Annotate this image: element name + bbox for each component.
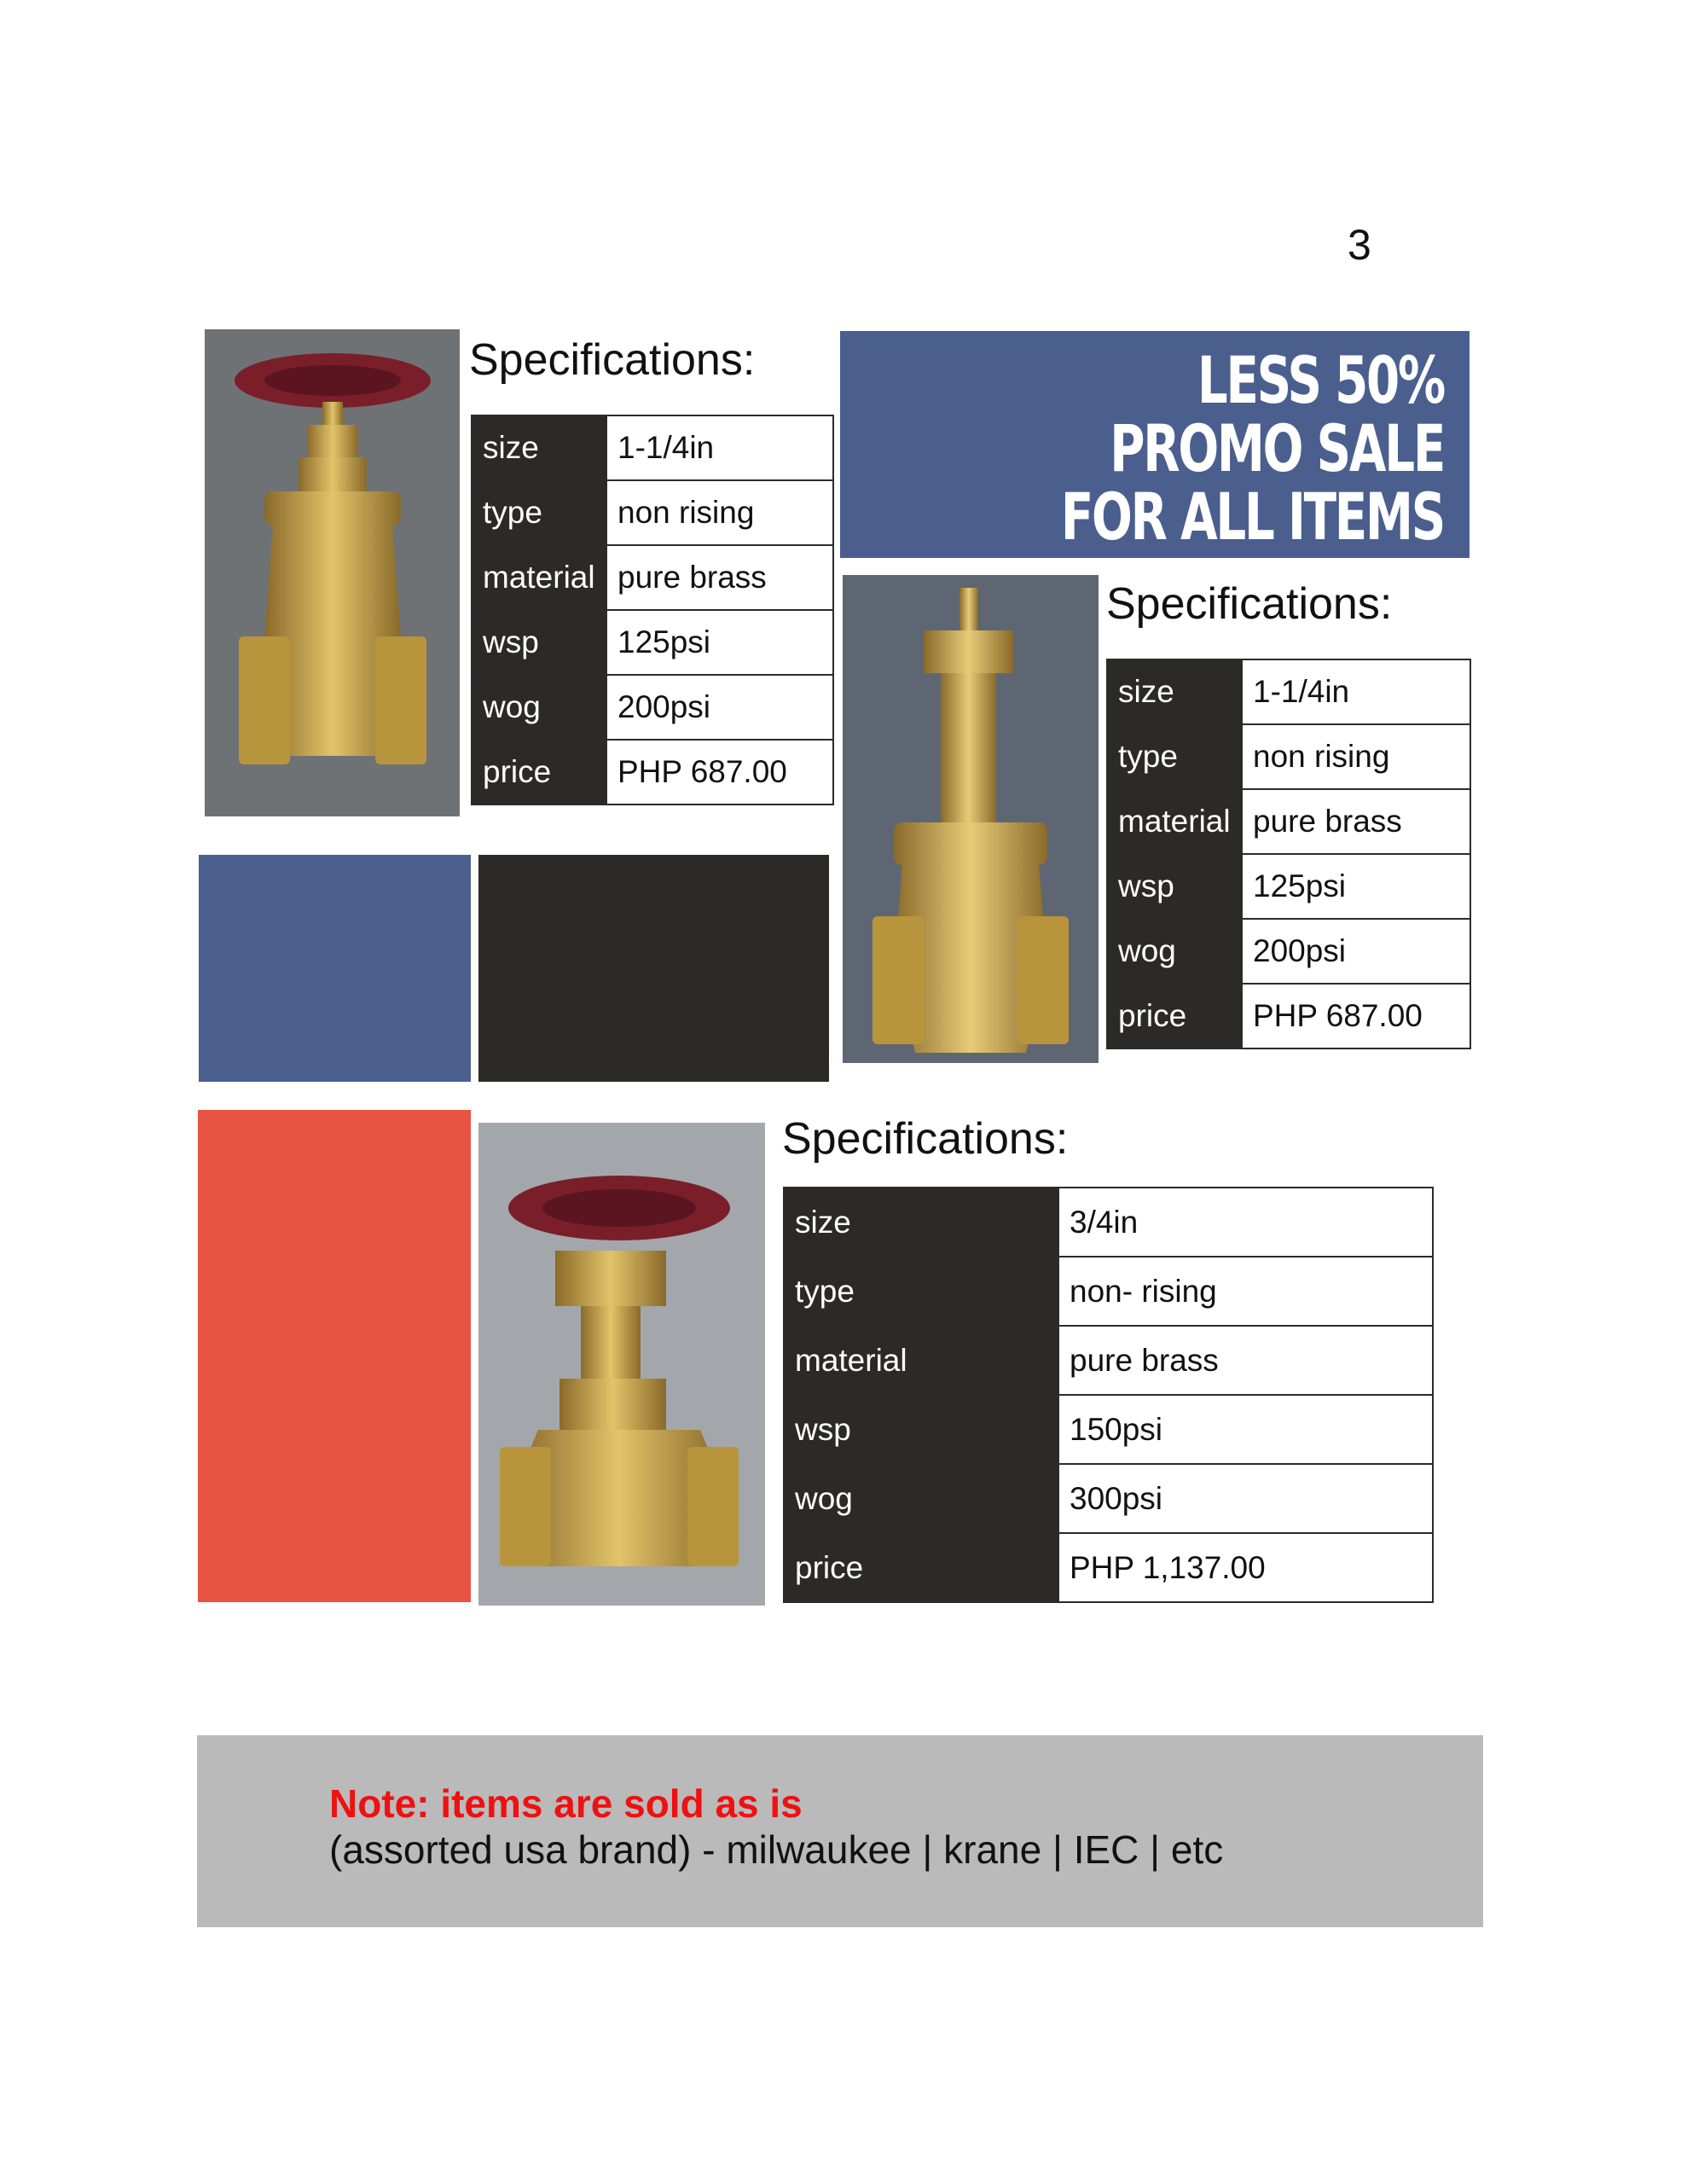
- spec-key: material: [784, 1326, 1058, 1395]
- spec-row: [472, 610, 833, 675]
- spec-value: 200psi: [1242, 919, 1470, 984]
- spec-row: [1107, 854, 1470, 919]
- spec-key: material: [472, 545, 606, 610]
- blue-block: [199, 855, 471, 1082]
- spec-value: non rising: [606, 480, 833, 545]
- spec-row: [472, 480, 833, 545]
- spec-key: wog: [784, 1464, 1058, 1533]
- spec-value: non- rising: [1058, 1257, 1433, 1326]
- spec-key: wog: [1107, 919, 1242, 984]
- spec-row: [472, 740, 833, 804]
- spec-value: 300psi: [1058, 1464, 1433, 1533]
- spec-row: [472, 545, 833, 610]
- spec-title-1: Specifications:: [469, 335, 756, 385]
- promo-line: LESS 50%: [1197, 342, 1444, 418]
- spec-row: [784, 1326, 1433, 1395]
- spec-table-3: [783, 1187, 1434, 1603]
- page-number: 3: [1348, 221, 1371, 269]
- spec-key: material: [1107, 789, 1242, 854]
- spec-value: PHP 1,137.00: [1058, 1533, 1433, 1602]
- spec-key: wog: [472, 675, 606, 740]
- promo-line: FOR ALL ITEMS: [1060, 479, 1444, 555]
- spec-value: 200psi: [606, 675, 833, 740]
- spec-row: [1107, 789, 1470, 854]
- promo-banner: [840, 331, 1470, 558]
- spec-key: type: [1107, 724, 1242, 789]
- spec-value: non rising: [1242, 724, 1470, 789]
- product-photo-3: [478, 1123, 765, 1606]
- spec-key: wsp: [472, 610, 606, 675]
- spec-key: price: [1107, 984, 1242, 1048]
- spec-value: PHP 687.00: [606, 740, 833, 804]
- promo-line: PROMO SALE: [1110, 410, 1444, 486]
- spec-key: wsp: [1107, 854, 1242, 919]
- spec-key: size: [784, 1188, 1058, 1257]
- spec-value: pure brass: [606, 545, 833, 610]
- gate-valve-icon: [843, 575, 1099, 1063]
- product-photo-2: [843, 575, 1099, 1063]
- spec-key: type: [472, 480, 606, 545]
- spec-row: [784, 1395, 1433, 1464]
- spec-value: 150psi: [1058, 1395, 1433, 1464]
- note-body: (assorted usa brand) - milwaukee | krane | IEC | etc: [329, 1827, 1224, 1872]
- globe-valve-icon: [478, 1123, 765, 1606]
- spec-key: price: [472, 740, 606, 804]
- spec-value: 125psi: [606, 610, 833, 675]
- spec-value: 1-1/4in: [1242, 659, 1470, 724]
- product-photo-1: [205, 329, 460, 816]
- promo-text: [1060, 342, 1444, 555]
- spec-value: 125psi: [1242, 854, 1470, 919]
- spec-key: price: [784, 1533, 1058, 1602]
- spec-row: [784, 1533, 1433, 1602]
- spec-row: [472, 675, 833, 740]
- spec-title-2: Specifications:: [1106, 579, 1393, 629]
- red-block: [198, 1110, 471, 1602]
- spec-row: [784, 1257, 1433, 1326]
- spec-value: PHP 687.00: [1242, 984, 1470, 1048]
- spec-value: 1-1/4in: [606, 415, 833, 480]
- spec-row: [1107, 984, 1470, 1048]
- spec-row: [784, 1188, 1433, 1257]
- spec-row: [1107, 724, 1470, 789]
- spec-value: pure brass: [1058, 1326, 1433, 1395]
- gate-valve-icon: [205, 329, 460, 816]
- spec-table-1: [471, 415, 834, 805]
- spec-value: 3/4in: [1058, 1188, 1433, 1257]
- spec-row: [1107, 919, 1470, 984]
- note-heading: Note: items are sold as is: [329, 1781, 803, 1826]
- spec-row: [784, 1464, 1433, 1533]
- spec-key: size: [1107, 659, 1242, 724]
- spec-key: size: [472, 415, 606, 480]
- spec-table-2: [1106, 659, 1471, 1049]
- spec-row: [1107, 659, 1470, 724]
- note-box: [197, 1735, 1483, 1927]
- spec-value: pure brass: [1242, 789, 1470, 854]
- spec-key: type: [784, 1257, 1058, 1326]
- dark-block: [478, 855, 829, 1082]
- spec-title-3: Specifications:: [782, 1114, 1069, 1164]
- spec-key: wsp: [784, 1395, 1058, 1464]
- spec-row: [472, 415, 833, 480]
